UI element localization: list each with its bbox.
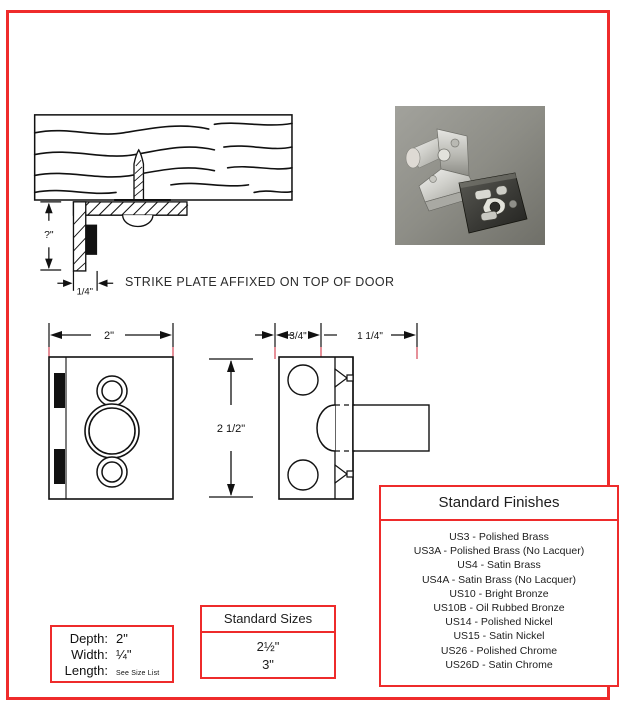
finish-item: US15 - Satin Nickel (453, 630, 545, 643)
front-view-drawing (37, 353, 187, 505)
standard-sizes-box (200, 605, 336, 679)
spec-label: Width: (71, 647, 108, 662)
dimensions-spec-rows (52, 631, 172, 682)
spec-value: See Size List (116, 670, 160, 677)
front-view-height-dimension (197, 351, 267, 506)
spec-label: Depth: (69, 631, 108, 646)
section-view-caption: STRIKE PLATE AFFIXED ON TOP OF DOOR (125, 275, 395, 289)
spec-row (52, 647, 172, 663)
product-photo (395, 106, 545, 245)
finish-item: US4 - Satin Brass (457, 559, 541, 572)
standard-finishes-box (379, 485, 619, 687)
section-horizontal-dimension-label: 1/4" (76, 286, 94, 295)
standard-sizes-title: Standard Sizes (202, 607, 334, 633)
finish-item: US4A - Satin Brass (No Lacquer) (421, 573, 577, 586)
side-view-drawing (275, 353, 435, 505)
finish-item: US3A - Polished Brass (No Lacquer) (413, 545, 585, 558)
section-vertical-dimension-label: ?" (44, 229, 54, 241)
standard-finishes-title: Standard Finishes (381, 487, 617, 521)
section-view-drawing (29, 105, 379, 295)
finish-item: US26 - Polished Chrome (440, 644, 558, 657)
side-view-projection-label: 1 1/4" (357, 331, 383, 342)
finish-item: US10B - Oil Rubbed Bronze (433, 602, 565, 615)
standard-sizes-list (202, 633, 334, 680)
front-view-height-label: 2 1/2" (216, 423, 246, 435)
front-view-width-label: 2" (103, 330, 115, 342)
side-view-depth-label: 3/4" (289, 331, 307, 342)
size-item: 2½" (256, 639, 280, 654)
finish-item: US26D - Satin Chrome (445, 658, 553, 671)
spec-value: ¼" (116, 647, 132, 662)
spec-row (52, 631, 172, 647)
spec-row (52, 663, 172, 682)
document-red-frame (6, 10, 610, 700)
finish-item: US14 - Polished Nickel (445, 616, 553, 629)
dimensions-spec-box (50, 625, 174, 683)
finish-item: US10 - Bright Bronze (449, 587, 549, 600)
spec-value: 2" (116, 631, 128, 646)
spec-label: Length: (64, 663, 108, 678)
size-item: 3" (262, 657, 274, 672)
standard-finishes-list (381, 521, 617, 678)
finish-item: US3 - Polished Brass (449, 531, 549, 543)
